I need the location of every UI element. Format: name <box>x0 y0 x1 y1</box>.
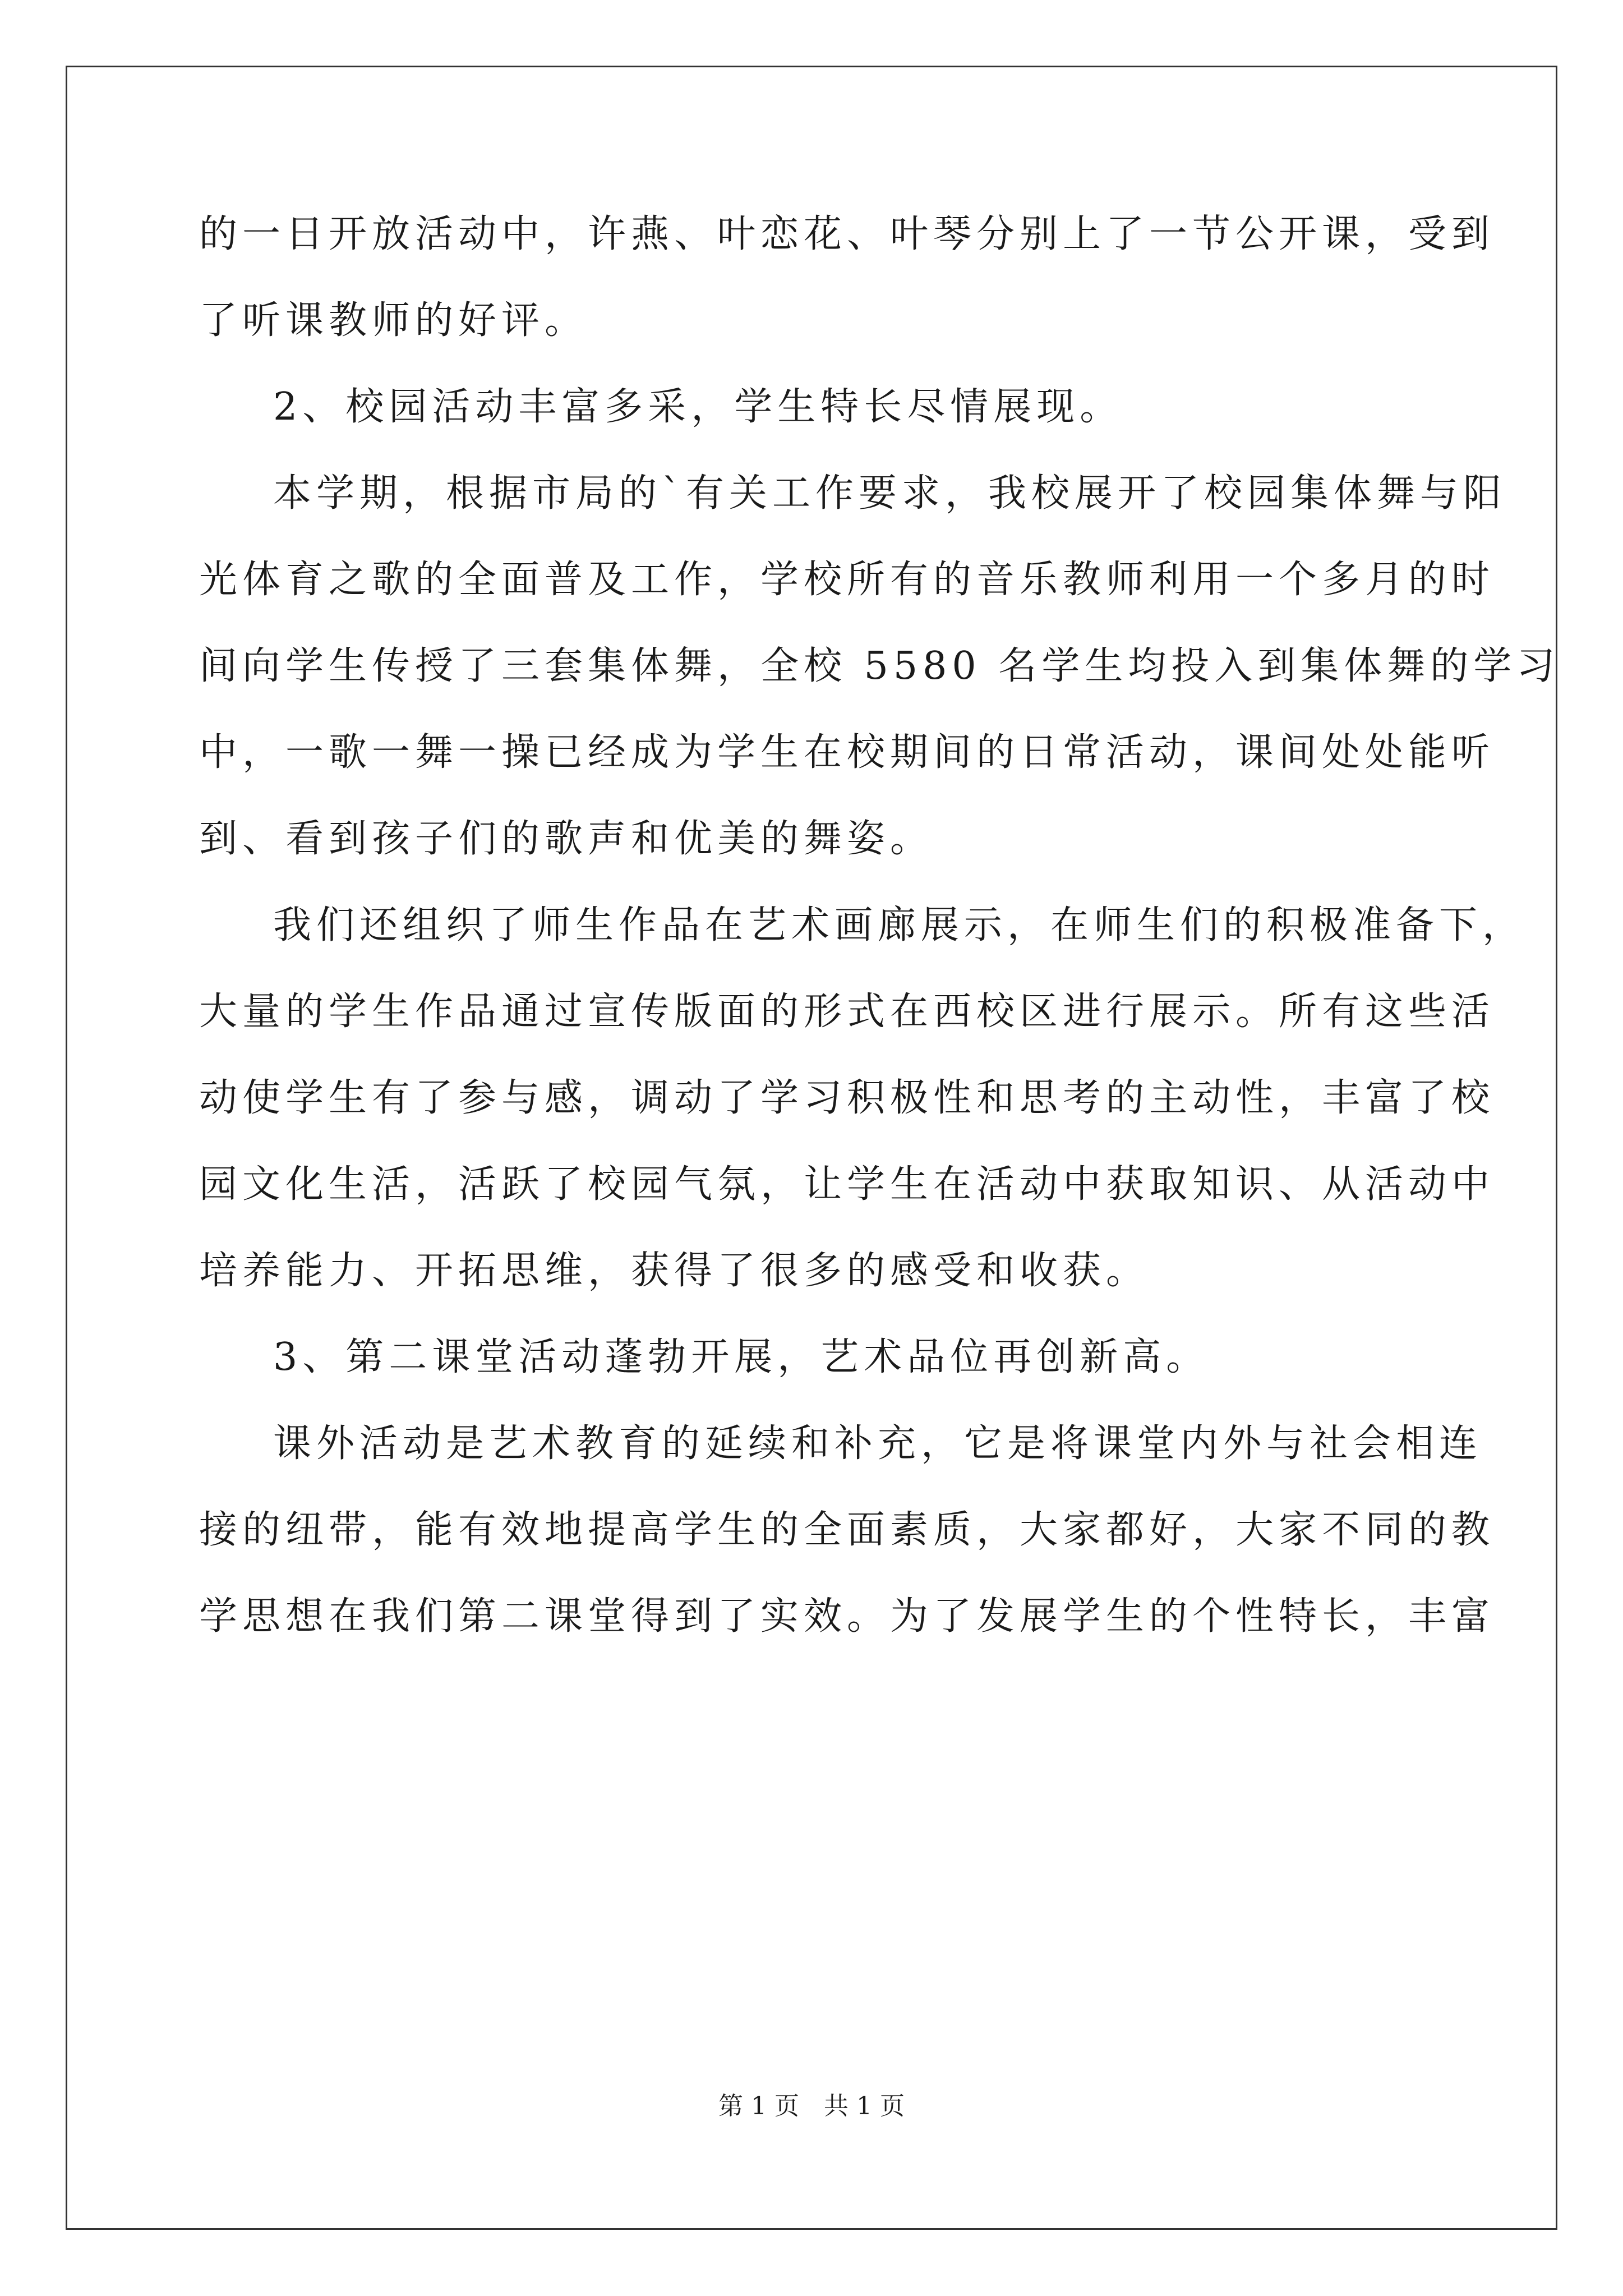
text-line: 间向学生传授了三套集体舞，全校 5580 名学生均投入到集体舞的学习 <box>199 644 1560 688</box>
text-line: 培养能力、开拓思维，获得了很多的感受和收获。 <box>199 1249 1150 1293</box>
page-number: 第 1 页 共 1 页 <box>718 2092 905 2120</box>
text-line: 中，一歌一舞一操已经成为学生在校期间的日常活动，课间处处能听 <box>199 730 1495 775</box>
section-heading: 3、第二课堂活动蓬勃开展，艺术品位再创新高。 <box>273 1335 1210 1379</box>
text-line: 了听课教师的好评。 <box>199 298 588 343</box>
text-line: 课外活动是艺术教育的延续和补充，它是将课堂内外与社会相连 <box>273 1421 1483 1466</box>
text-line: 我们还组织了师生作品在艺术画廊展示，在师生们的积极准备下， <box>273 903 1526 947</box>
text-line: 到、看到孩子们的歌声和优美的舞姿。 <box>199 817 934 861</box>
text-line: 接的纽带，能有效地提高学生的全面素质，大家都好，大家不同的教 <box>199 1508 1495 1552</box>
text-line: 动使学生有了参与感，调动了学习积极性和思考的主动性，丰富了校 <box>199 1076 1495 1120</box>
text-line: 的一日开放活动中，许燕、叶恋花、叶琴分别上了一节公开课，受到 <box>199 212 1495 256</box>
text-line: 学思想在我们第二课堂得到了实效。为了发展学生的个性特长，丰富 <box>199 1594 1495 1639</box>
text-line: 本学期，根据市局的`有关工作要求，我校展开了校园集体舞与阳 <box>273 471 1507 516</box>
section-heading: 2、校园活动丰富多采，学生特长尽情展现。 <box>273 385 1123 429</box>
text-line: 光体育之歌的全面普及工作，学校所有的音乐教师利用一个多月的时 <box>199 558 1495 602</box>
text-line: 园文化生活，活跃了校园气氛，让学生在活动中获取知识、从活动中 <box>199 1162 1495 1207</box>
text-line: 大量的学生作品通过宣传版面的形式在西校区进行展示。所有这些活 <box>199 990 1495 1034</box>
